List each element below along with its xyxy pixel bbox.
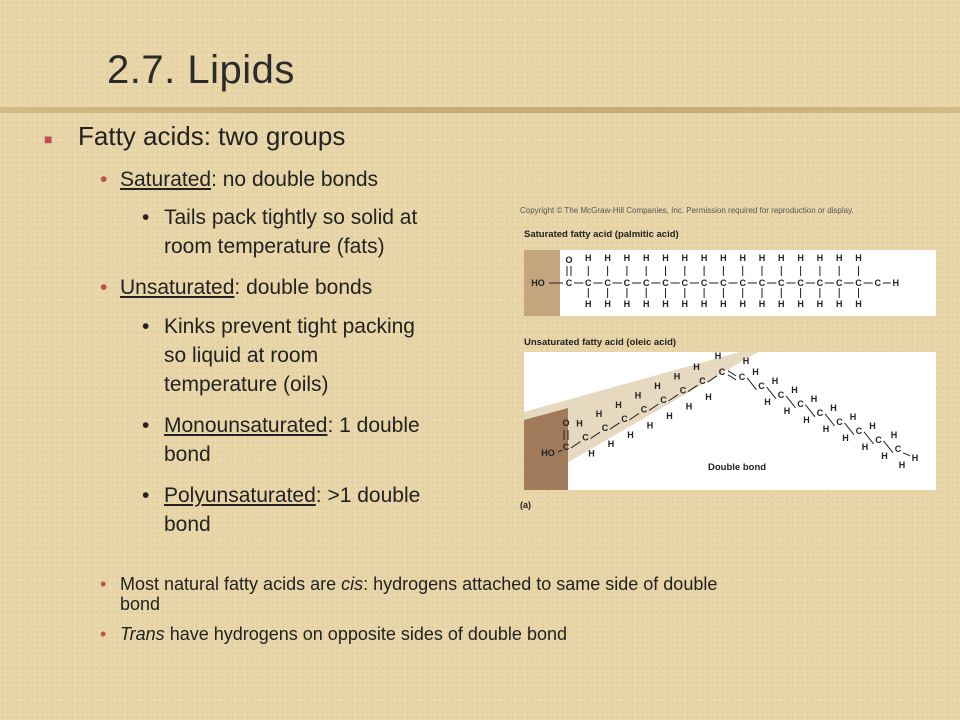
hydrogen-text: H [604, 299, 611, 309]
hydrogen-text: H [739, 253, 746, 263]
bullet-dot: • [142, 484, 150, 507]
hydrogen-text: H [642, 299, 650, 309]
hydrogen-text: H [803, 414, 810, 425]
hydrogen-text: H [685, 401, 693, 412]
carbon-text: C [699, 376, 706, 387]
carbon-text: C [718, 366, 726, 377]
cis-post: : hydrogens attached to same side of double [363, 574, 718, 594]
carbon-text: C [758, 380, 765, 391]
oxygen-text: O [565, 255, 573, 265]
hydrogen-text: H [720, 299, 727, 309]
hydrogen-text: H [911, 452, 919, 463]
hydrogen-text: H [849, 411, 857, 422]
bullet-dot: • [142, 315, 150, 338]
carbon-text: C [585, 278, 592, 288]
saturated-term: Saturated [120, 168, 212, 191]
hydrogen-text: H [693, 362, 700, 373]
carbon-text: C [604, 278, 611, 288]
carbon-text: C [700, 278, 708, 288]
hydrogen-text: H [758, 299, 766, 309]
hydrogen-text: H [816, 253, 824, 263]
carbon-text: C [621, 413, 628, 424]
hydrogen-text: H [822, 423, 830, 434]
hydrogen-text: H [654, 381, 661, 391]
hydrogen-text: H [634, 390, 642, 401]
hydrogen-text: H [714, 350, 722, 361]
hydrogen-text: H [816, 299, 824, 309]
oxygen-text: O [562, 418, 570, 428]
carbon-text: C [660, 395, 667, 405]
ho-text: HO [541, 448, 555, 458]
hydrogen-text: H [890, 429, 898, 440]
cis-line2: bond [120, 594, 161, 614]
carbon-text: C [836, 416, 843, 427]
hydrogen-text: H [739, 299, 746, 309]
carbon-text: C [777, 389, 785, 400]
panel-label: (a) [520, 500, 531, 510]
hydrogen-text: H [585, 253, 592, 263]
carbon-text: C [720, 278, 727, 288]
sub-text-line3: temperature (oils) [164, 373, 329, 396]
hydrogen-text: H [855, 299, 862, 309]
poly-desc: : >1 double [315, 484, 421, 507]
hydrogen-text: H [810, 393, 818, 404]
ho-text: HO [531, 278, 545, 288]
unsaturated-desc: : double bonds [234, 276, 373, 299]
mono-desc: : 1 double [327, 414, 420, 437]
hydrogen-text: H [576, 418, 583, 429]
bullet-dot: • [142, 206, 150, 229]
hydrogen-text: H [898, 459, 906, 470]
hydrogen-text: H [595, 409, 603, 420]
double-bond-label: Double bond [708, 462, 767, 473]
carbon-text: C [642, 278, 650, 288]
bullet-text: Fatty acids: two groups [78, 121, 346, 151]
hydrogen-text: H [607, 439, 615, 450]
bullet-dot: • [100, 624, 107, 644]
bullet-dot: • [100, 574, 107, 594]
hydrogen-text: H [673, 371, 681, 382]
hydrogen-text: H [842, 432, 849, 443]
hydrogen-text: H [771, 375, 779, 386]
cis-pre: Most natural fatty acids are [120, 574, 342, 594]
carbon-text: C [797, 278, 804, 288]
hydrogen-text: H [892, 278, 900, 288]
carbon-text: C [739, 278, 746, 288]
hydrogen-text: H [585, 299, 592, 309]
hydrogen-text: H [791, 384, 798, 395]
hydrogen-text: H [588, 448, 595, 459]
hydrogen-text: H [835, 253, 843, 263]
carbon-text: C [562, 442, 570, 452]
poly-term: Polyunsaturated [164, 484, 316, 507]
hydrogen-text: H [627, 429, 634, 440]
sub-text-line1: Kinks prevent tight packing [164, 315, 415, 338]
hydrogen-text: H [615, 399, 622, 410]
carbon-text: C [894, 443, 902, 454]
hydrogen-text: H [778, 299, 785, 309]
carbon-text: C [816, 278, 824, 288]
carbon-text: C [640, 404, 648, 415]
sub-text-line1: Tails pack tightly so solid at [164, 206, 418, 229]
carbon-text: C [874, 278, 882, 288]
hydrogen-text: H [662, 253, 669, 263]
hydrogen-text: H [855, 253, 862, 263]
unsaturated-term: Unsaturated [120, 276, 235, 299]
hydrogen-text: H [666, 411, 673, 421]
hydrogen-text: H [881, 450, 888, 461]
carbon-text: C [582, 432, 589, 443]
hydrogen-text: H [646, 420, 654, 431]
hydrogen-text: H [758, 253, 766, 263]
hydrogen-text: H [700, 299, 708, 309]
carbon-text: C [758, 278, 766, 288]
carbon-text: C [601, 423, 609, 434]
carbon-text: C [738, 371, 746, 382]
hydrogen-text: H [604, 253, 611, 263]
hydrogen-text: H [778, 253, 785, 263]
carbon-text: C [662, 278, 669, 288]
hydrogen-text: H [797, 299, 804, 309]
saturated-desc: : no double bonds [211, 168, 379, 191]
copyright-note: Copyright © The McGraw-Hill Companies, Inc. Permission required for reproduction or display. [520, 206, 854, 215]
carbon-text: C [565, 278, 573, 288]
trans-term: Trans [120, 624, 165, 644]
hydrogen-text: H [797, 253, 804, 263]
hydrogen-text: H [830, 402, 837, 413]
carbon-text: C [679, 385, 687, 396]
unsaturated-label: Unsaturated fatty acid (oleic acid) [524, 337, 677, 348]
trans-post: have hydrogens on opposite sides of double bond [164, 624, 567, 644]
mono-line2: bond [164, 443, 211, 466]
hydrogen-text: H [861, 441, 869, 452]
saturated-label: Saturated fatty acid (palmitic acid) [524, 229, 679, 240]
mono-term: Monounsaturated [164, 414, 328, 437]
bullet-dot: • [100, 168, 108, 191]
hydrogen-text: H [783, 405, 791, 416]
hydrogen-text: H [869, 420, 876, 431]
hydrogen-text: H [642, 253, 650, 263]
fatty-acid-figure [516, 200, 936, 518]
hydrogen-text: H [700, 253, 708, 263]
hydrogen-text: H [623, 253, 631, 263]
hydrogen-text: H [742, 355, 750, 366]
hydrogen-text: H [681, 299, 689, 309]
sub-text-line2: so liquid at room [164, 344, 319, 367]
page-title: 2.7. Lipids [107, 48, 295, 92]
hydrogen-text: H [705, 392, 712, 403]
carbon-text: C [797, 398, 804, 409]
carbon-text: C [855, 425, 863, 436]
carbon-text: C [855, 278, 862, 288]
carbon-text: C [681, 278, 689, 288]
hydrogen-text: H [662, 299, 669, 309]
title-underline [0, 107, 960, 113]
cis-term: cis [341, 574, 364, 594]
carbon-text: C [816, 407, 824, 418]
carbon-text: C [875, 434, 882, 445]
sub-text-line2: room temperature (fats) [164, 235, 385, 258]
carbon-text: C [778, 278, 785, 288]
carbon-text: C [623, 278, 631, 288]
poly-line2: bond [164, 513, 211, 536]
square-bullet-icon: ■ [44, 131, 53, 147]
hydrogen-text: H [835, 299, 843, 309]
carbon-text: C [835, 278, 843, 288]
bullet-dot: • [142, 414, 150, 437]
hydrogen-text: H [720, 253, 727, 263]
hydrogen-text: H [752, 366, 759, 377]
hydrogen-text: H [623, 299, 631, 309]
hydrogen-text: H [764, 396, 771, 407]
hydrogen-text: H [681, 253, 689, 263]
bullet-dot: • [100, 276, 108, 299]
